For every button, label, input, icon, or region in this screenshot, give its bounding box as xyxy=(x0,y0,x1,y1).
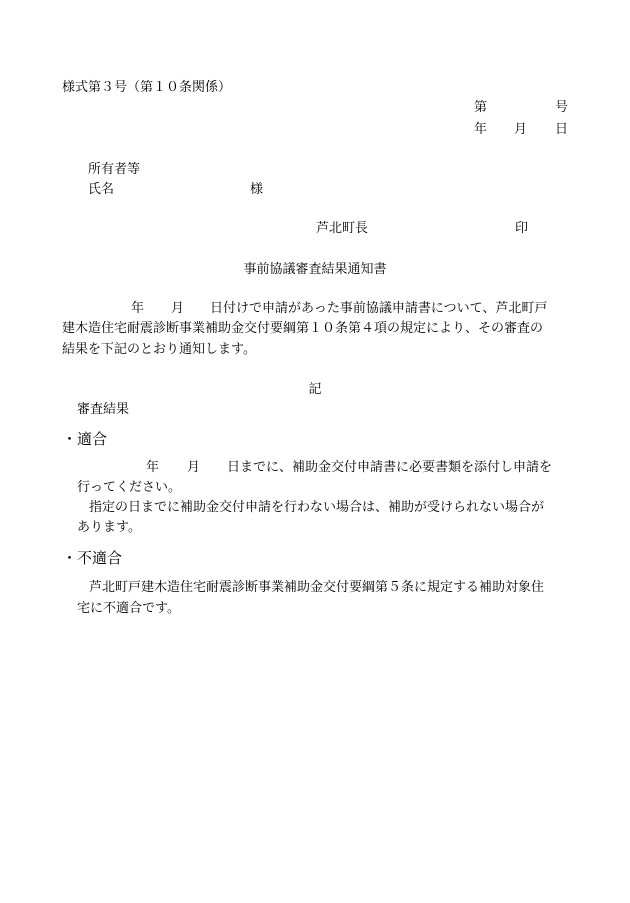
result-heading: 審査結果 xyxy=(77,402,130,417)
addressee-owner: 所有者等 xyxy=(88,162,141,177)
body-month: 月 xyxy=(171,301,185,316)
approved-line-4: あります。 xyxy=(77,520,141,535)
body-year: 年 xyxy=(131,301,145,316)
rejected-heading: ・不適合 xyxy=(62,549,123,567)
rejected-line-1: 芦北町戸建木造住宅耐震診断事業補助金交付要綱第５条に規定する補助対象住 xyxy=(89,580,545,595)
body-line-2: 建木造住宅耐震診断事業補助金交付要綱第１０条第４項の規定により、その審査の xyxy=(62,321,544,336)
doc-date-day: 日 xyxy=(555,122,569,137)
approved-month: 月 xyxy=(187,460,201,475)
doc-number-prefix: 第 xyxy=(474,100,488,115)
rejected-line-2: 宅に不適合です。 xyxy=(77,601,180,616)
doc-date-month: 月 xyxy=(514,122,528,137)
doc-number-suffix: 号 xyxy=(555,100,569,115)
document-title: 事前協議審査結果通知書 xyxy=(243,262,387,277)
approved-line-3: 指定の日までに補助金交付申請を行わない場合は、補助が受けられない場合が xyxy=(89,500,545,515)
form-label: 様式第３号（第１０条関係） xyxy=(62,80,232,95)
addressee-honorific: 様 xyxy=(250,182,264,197)
ki-mark: 記 xyxy=(308,382,322,397)
sender-title: 芦北町長 xyxy=(316,221,369,236)
seal-mark: 印 xyxy=(515,221,529,236)
body-line-3: 結果を下記のとおり通知します。 xyxy=(62,342,256,357)
body-line-1: 日付けで申請があった事前協議申請書について、芦北町戸 xyxy=(210,301,548,316)
approved-heading: ・適合 xyxy=(62,430,108,448)
approved-line-2: 行ってください。 xyxy=(77,480,182,495)
doc-date-year: 年 xyxy=(474,122,488,137)
approved-line-1: 日までに、補助金交付申請書に必要書類を添付し申請を xyxy=(227,460,553,475)
approved-year: 年 xyxy=(146,460,160,475)
addressee-name-label: 氏名 xyxy=(88,182,115,197)
